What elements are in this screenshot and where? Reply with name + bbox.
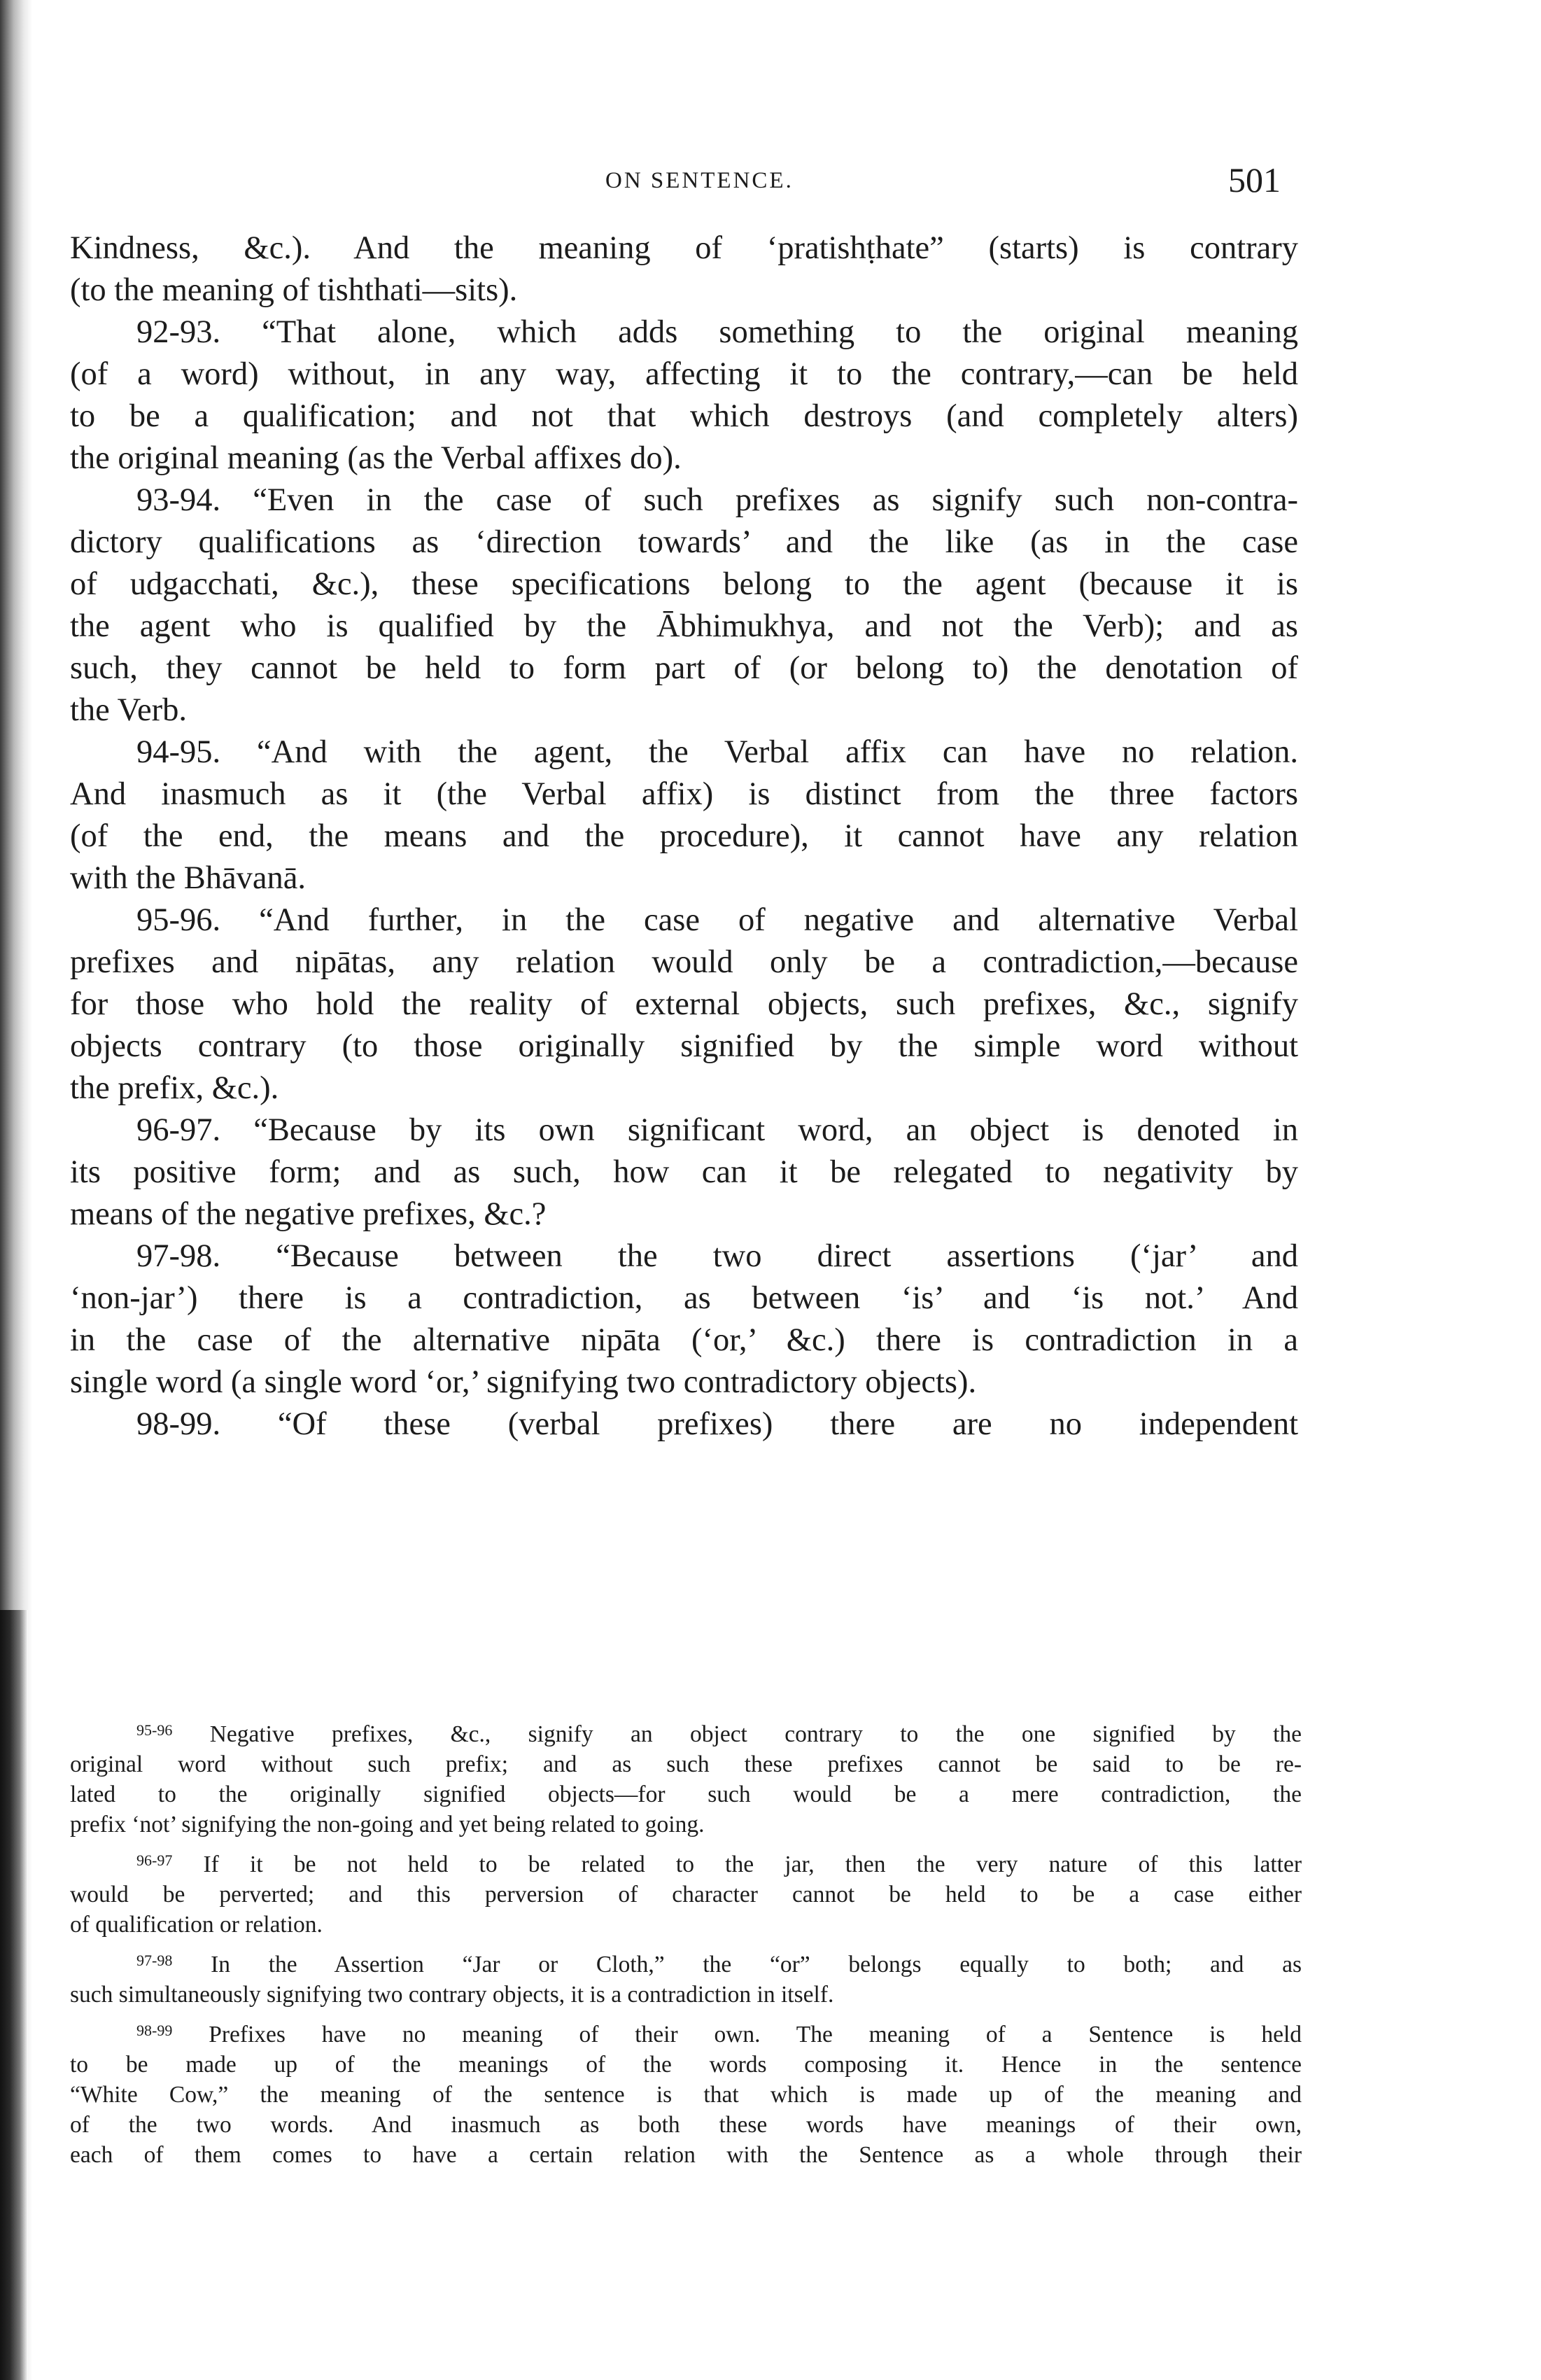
text-line: in the case of the alternative nipāta (‘or,’ &c.) there is contradiction in a bbox=[70, 1322, 1298, 1358]
footnote-number: 95-96 bbox=[136, 1721, 173, 1739]
footnote-number: 98-99 bbox=[136, 2022, 173, 2039]
footnote-line: lated to the originally signified objects—for such would be a mere contradiction, the bbox=[70, 1782, 1302, 1807]
footnote-line bbox=[70, 1945, 1302, 1980]
text-line: prefixes and nipātas, any relation would only be a contradiction,—because bbox=[70, 944, 1298, 980]
text-line: 93-94. “Even in the case of such prefixes as signify such non-contra- bbox=[136, 482, 1298, 518]
text-line: ‘non-jar’) there is a contradiction, as between ‘is’ and ‘is not.’ And bbox=[70, 1280, 1298, 1316]
footnote-line: of qualification or relation. bbox=[70, 1912, 323, 1938]
page-number: 501 bbox=[1228, 160, 1281, 200]
text-line: dictory qualifications as ‘direction towards’ and the like (as in the case bbox=[70, 524, 1298, 560]
text-line: 94-95. “And with the agent, the Verbal affix can have no relation. bbox=[136, 734, 1298, 770]
text-line: 97-98. “Because between the two direct assertions (‘jar’ and bbox=[136, 1238, 1298, 1274]
footnote-line: of the two words. And inasmuch as both these words have meanings of their own, bbox=[70, 2112, 1302, 2138]
running-head: ON SENTENCE. bbox=[605, 168, 794, 193]
text-line: to be a qualification; and not that which destroys (and completely alters) bbox=[70, 398, 1298, 434]
text-line: with the Bhāvanā. bbox=[70, 860, 307, 896]
footnote-line bbox=[70, 2015, 1302, 2050]
footnote-line: original word without such prefix; and as such these prefixes cannot be said to be re- bbox=[70, 1751, 1302, 1777]
text-line: 98-99. “Of these (verbal prefixes) there are no independent bbox=[136, 1406, 1298, 1442]
text-line: of udgacchati, &c.), these specifications belong to the agent (because it is bbox=[70, 566, 1298, 602]
text-line: 96-97. “Because by its own significant word, an object is denoted in bbox=[136, 1112, 1298, 1148]
page-header bbox=[0, 160, 1541, 202]
text-line: the original meaning (as the Verbal affixes do). bbox=[70, 440, 682, 476]
footnote-line: “White Cow,” the meaning of the sentence is that which is made up of the meaning and bbox=[70, 2082, 1302, 2108]
paragraph-98-99 bbox=[70, 1404, 1298, 1446]
footnote-line bbox=[70, 1845, 1302, 1879]
paragraph-94-95 bbox=[70, 732, 1298, 899]
footnote-text: Negative prefixes, &c., signify an object contrary to the one signified by the bbox=[209, 1721, 1302, 1747]
text-line: such, they cannot be held to form part of (or belong to) the denotation of bbox=[70, 650, 1298, 686]
footnote-line: would be perverted; and this perversion of character cannot be held to be a case either bbox=[70, 1882, 1302, 1907]
text-line: 95-96. “And further, in the case of negative and alternative Verbal bbox=[136, 902, 1298, 938]
paragraph-95-96 bbox=[70, 899, 1298, 1110]
text-line: And inasmuch as it (the Verbal affix) is distinct from the three factors bbox=[70, 776, 1298, 812]
footnote-line: such simultaneously signifying two contrary objects, it is a contradiction in itself. bbox=[70, 1982, 834, 2008]
text-line: 92-93. “That alone, which adds something to the original meaning bbox=[136, 314, 1298, 350]
footnote-line bbox=[70, 1715, 1302, 1749]
text-line: objects contrary (to those originally signified by the simple word without bbox=[70, 1028, 1298, 1064]
footnotes bbox=[70, 1715, 1302, 2170]
text-line: single word (a single word ‘or,’ signifying two contradictory objects). bbox=[70, 1364, 977, 1400]
footnote-line: prefix ‘not’ signifying the non-going and yet being related to going. bbox=[70, 1812, 705, 1837]
text-line: for those who hold the reality of external objects, such prefixes, &c., signify bbox=[70, 986, 1298, 1022]
footnote-number: 96-97 bbox=[136, 1851, 173, 1869]
text-line: the Verb. bbox=[70, 692, 188, 728]
paragraph-97-98 bbox=[70, 1236, 1298, 1404]
paragraph-93-94 bbox=[70, 479, 1298, 732]
text-line: (of the end, the means and the procedure), it cannot have any relation bbox=[70, 818, 1298, 854]
paragraph-96-97 bbox=[70, 1110, 1298, 1236]
footnote-96-97 bbox=[70, 1845, 1302, 1940]
text-line: its positive form; and as such, how can it be relegated to negativity by bbox=[70, 1154, 1298, 1190]
footnote-95-96 bbox=[70, 1715, 1302, 1840]
text-line: means of the negative prefixes, &c.? bbox=[70, 1196, 547, 1232]
text-line: (to the meaning of tishthati—sits). bbox=[70, 272, 518, 308]
footnote-line: to be made up of the meanings of the words composing it. Hence in the sentence bbox=[70, 2052, 1302, 2078]
footnote-98-99 bbox=[70, 2015, 1302, 2170]
footnote-text: If it be not held to be related to the jar, then the very nature of this latter bbox=[203, 1851, 1302, 1877]
footnote-text: Prefixes have no meaning of their own. The meaning of a Sentence is held bbox=[209, 2022, 1302, 2047]
text-line: Kindness, &c.). And the meaning of ‘pratishṭhate” (starts) is contrary bbox=[70, 230, 1298, 266]
footnote-line: each of them comes to have a certain relation with the Sentence as a whole through their bbox=[70, 2142, 1302, 2168]
main-text bbox=[70, 227, 1298, 1446]
text-line: the agent who is qualified by the Ābhimukhya, and not the Verb); and as bbox=[70, 608, 1298, 644]
text-line: the prefix, &c.). bbox=[70, 1070, 279, 1106]
footnote-97-98 bbox=[70, 1945, 1302, 2010]
text-line: (of a word) without, in any way, affecting it to the contrary,—can be held bbox=[70, 356, 1298, 392]
footnote-number: 97-98 bbox=[136, 1952, 173, 1969]
paragraph-92-93 bbox=[70, 312, 1298, 479]
paragraph-kindness bbox=[70, 227, 1298, 312]
footnote-text: In the Assertion “Jar or Cloth,” the “or” belongs equally to both; and as bbox=[211, 1952, 1302, 1977]
scan-border-binding bbox=[0, 1610, 28, 2380]
